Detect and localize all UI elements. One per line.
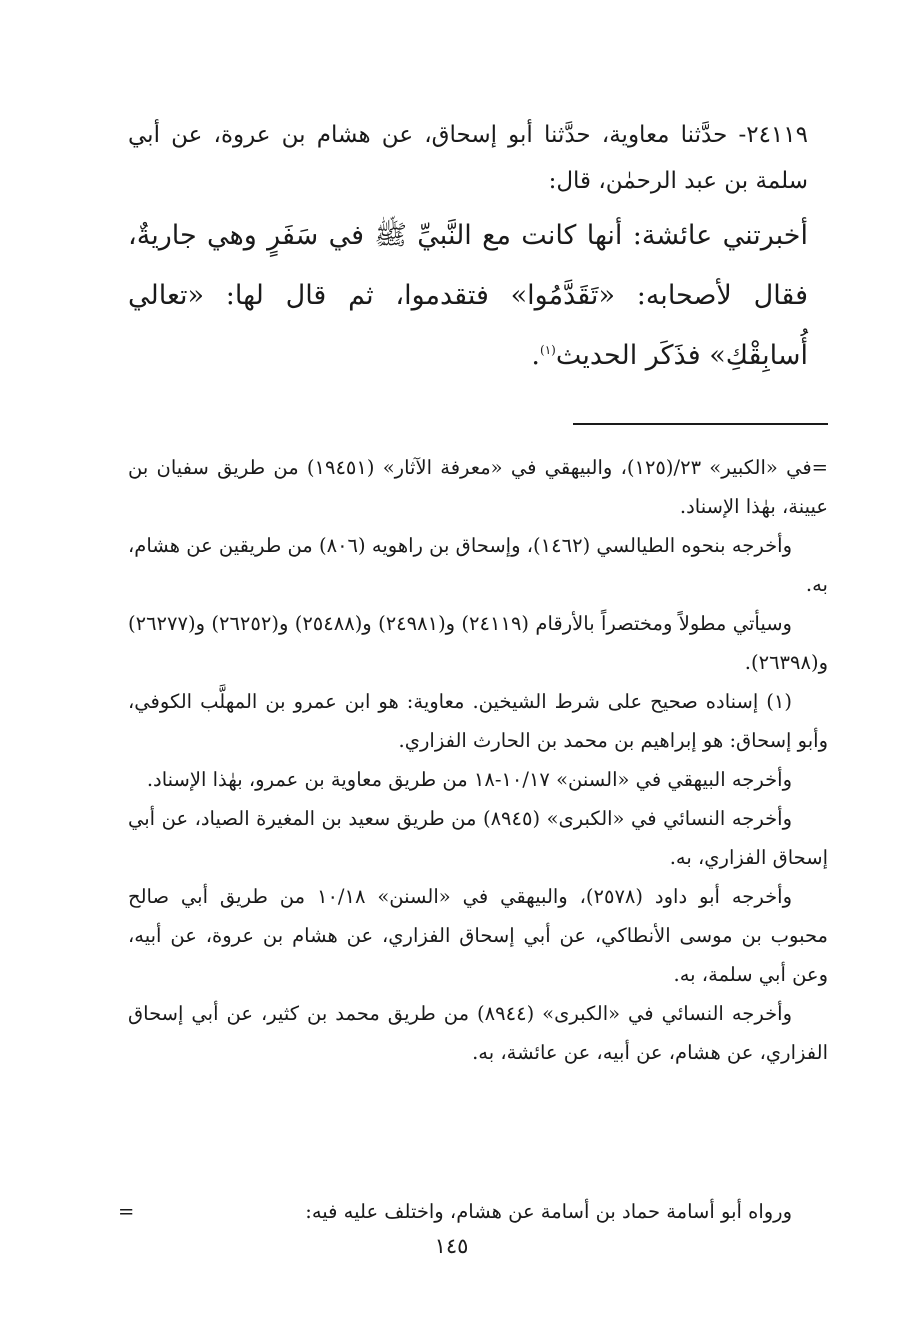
footnotes xyxy=(128,448,828,1072)
footnote-marker: (١) xyxy=(540,343,556,357)
hadith-matn-text: أخبرتني عائشة: أنها كانت مع النَّبيِّ ﷺ في سَفَرٍ وهي جاريةٌ، فقال لأصحابه: «تَقَدَّمُوا» فتقدموا، ثم قال لها: «تعالي أُسابِقْكِ» فذَكَر الحديث xyxy=(128,220,808,371)
page-number: ١٤٥ xyxy=(434,1234,469,1258)
footnote-separator xyxy=(573,423,828,425)
footnote-paragraph: =في «الكبير» ٢٣/(١٢٥)، والبيهقي في «معرفة الآثار» (١٩٤٥١) من طريق سفيان بن عيينة، بهٰذا الإسناد. xyxy=(128,456,828,518)
hadith-block xyxy=(128,112,808,386)
footnote-paragraph: وسيأتي مطولاً ومختصراً بالأرقام (٢٤١١٩) و(٢٤٩٨١) و(٢٥٤٨٨) و(٢٦٢٥٢) و(٢٦٢٧٧) و(٢٦٣٩٨). xyxy=(128,612,828,674)
footnote-paragraph: وأخرجه البيهقي في «السنن» ١٠/١٧-١٨ من طريق معاوية بن عمرو، بهٰذا الإسناد. xyxy=(146,768,792,791)
footnote-last-text: ورواه أبو أسامة حماد بن أسامة عن هشام، واختلف عليه فيه: xyxy=(305,1200,792,1223)
footnote-last-line xyxy=(118,1192,828,1232)
hadith-end: . xyxy=(531,340,541,371)
footnote-paragraph: (١) إسناده صحيح على شرط الشيخين. معاوية: هو ابن عمرو بن المهلَّب الكوفي، وأبو إسحاق: هو إبراهيم بن محمد بن الحارث الفزاري. xyxy=(128,690,828,752)
footnote-paragraph: وأخرجه النسائي في «الكبرى» (٨٩٤٥) من طريق سعيد بن المغيرة الصياد، عن أبي إسحاق الفزاري، به. xyxy=(128,807,828,869)
hadith-matn xyxy=(128,206,808,386)
footnote-paragraph: وأخرجه بنحوه الطيالسي (١٤٦٢)، وإسحاق بن راهويه (٨٠٦) من طريقين عن هشام، به. xyxy=(128,534,828,596)
footnote-paragraph: وأخرجه أبو داود (٢٥٧٨)، والبيهقي في «السنن» ١٠/١٨ من طريق أبي صالح محبوب بن موسى الأنطاكي، عن أبي إسحاق الفزاري، عن هشام بن عروة، عن أبيه، وعن أبي سلمة، به. xyxy=(128,885,828,986)
footnote-paragraph: وأخرجه النسائي في «الكبرى» (٨٩٤٤) من طريق محمد بن كثير، عن أبي إسحاق الفزاري، عن هشام، عن أبيه، عن عائشة، به. xyxy=(128,1002,828,1064)
continuation-mark: = xyxy=(118,1200,135,1223)
hadith-isnad: ٢٤١١٩- حدَّثنا معاوية، حدَّثنا أبو إسحاق، عن هشام بن عروة، عن أبي سلمة بن عبد الرحمٰن، قال: xyxy=(128,122,808,194)
